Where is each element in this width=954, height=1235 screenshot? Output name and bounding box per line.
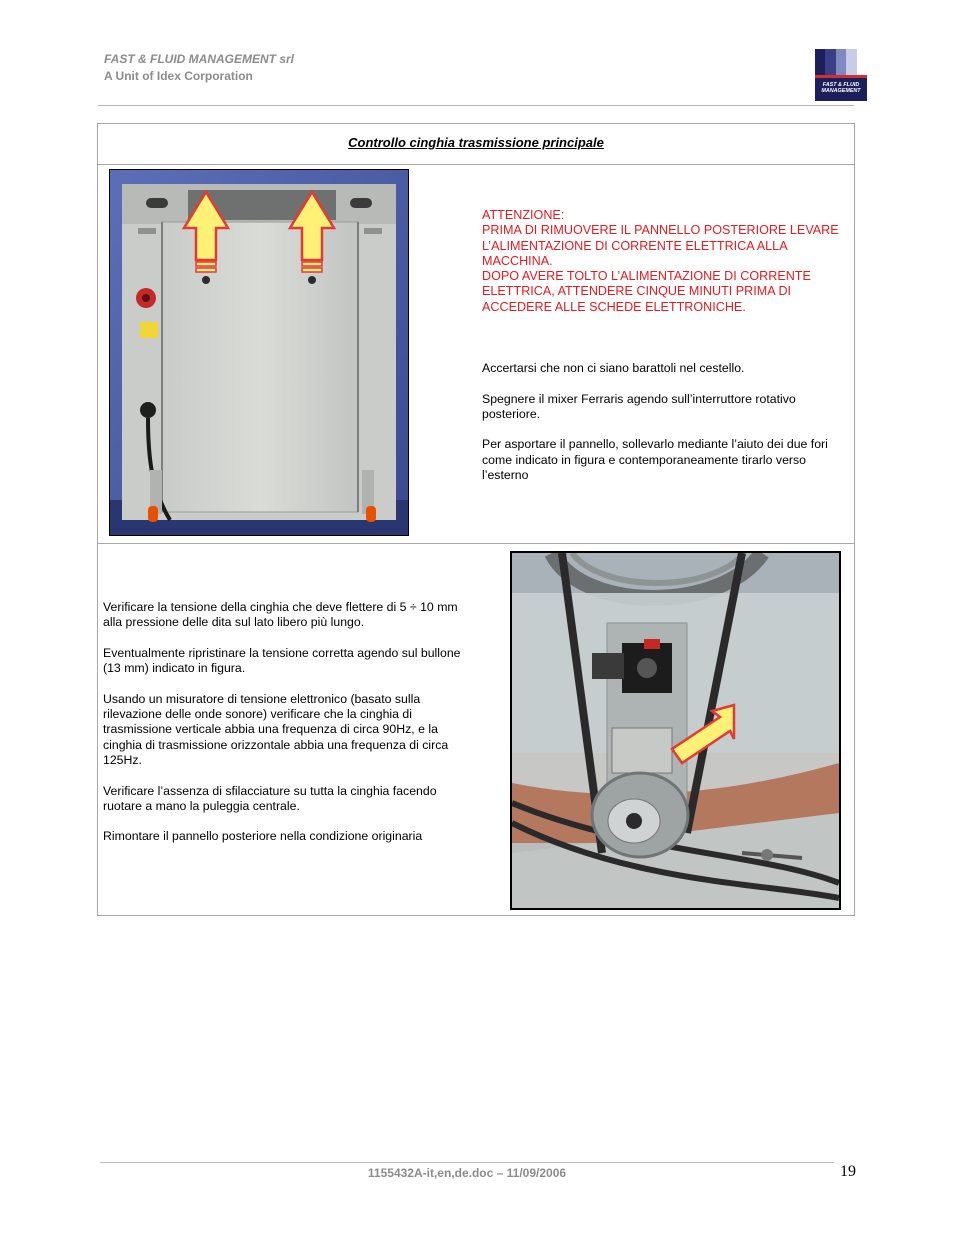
- instruction-paragraph: Accertarsi che non ci siano barattoli nel cestello.: [482, 361, 745, 375]
- warning-line-2: DOPO AVERE TOLTO L’ALIMENTAZIONE DI CORRENTE ELETTRICA, ATTENDERE CINQUE MINUTI PRIMA DI ACCEDERE ALLE SCHEDE ELETTRONICHE.: [482, 269, 811, 314]
- company-logo: [815, 49, 867, 101]
- warning-text: [482, 208, 852, 315]
- belt-pulley-photo: [510, 551, 841, 910]
- warning-line-1: PRIMA DI RIMUOVERE IL PANNELLO POSTERIORE LEVARE L’ALIMENTAZIONE DI CORRENTE ELETTRICA ALLA MACCHINA.: [482, 223, 839, 268]
- page-number: 19: [840, 1163, 856, 1180]
- company-subtitle: A Unit of Idex Corporation: [104, 69, 253, 83]
- instruction-paragraph: Verificare la tensione della cinghia che deve flettere di 5 ÷ 10 mm alla pressione delle dita sul lato libero più lungo.: [103, 600, 458, 630]
- warning-heading: ATTENZIONE:: [482, 208, 565, 222]
- instruction-paragraph: Spegnere il mixer Ferraris agendo sull’interruttore rotativo posteriore.: [482, 391, 796, 421]
- logo-color-bars: [815, 49, 867, 75]
- header-divider: [98, 105, 854, 106]
- rear-panel-photo: [109, 169, 409, 536]
- instruction-paragraph: Verificare l’assenza di sfilacciature su tutta la cinghia facendo ruotare a mano la puleggia centrale.: [103, 783, 437, 813]
- instructions-top: [482, 361, 842, 499]
- footer-document-id: 1155432A-it,en,de.doc – 11/09/2006: [367, 1166, 567, 1180]
- table-divider-middle: [97, 543, 855, 544]
- logo-red-stripe: [815, 75, 867, 78]
- instruction-paragraph: Rimontare il pannello posteriore nella condizione originaria: [103, 829, 423, 844]
- logo-text: FAST & FLUID MANAGEMENT: [821, 82, 861, 94]
- table-divider-title: [97, 164, 855, 165]
- instruction-paragraph: Per asportare il pannello, sollevarlo mediante l’aiuto dei due fori come indicato in figura e contemporaneamente tirarlo verso l’esterno: [482, 437, 828, 483]
- instructions-bottom: [103, 600, 473, 860]
- instruction-paragraph: Usando un misuratore di tensione elettronico (basato sulla rilevazione delle onde sonore) verificare che la cinghia di trasmissione verticale abbia una frequenza di circa 90Hz, e la cinghia di trasmissione orizzontale abbia una frequenza di circa 125Hz.: [103, 691, 449, 767]
- instruction-paragraph: Eventualmente ripristinare la tensione corretta agendo sul bullone (13 mm) indicato in figura.: [103, 645, 461, 676]
- footer-divider: [100, 1162, 834, 1163]
- section-title: Controllo cinghia trasmissione principale: [348, 135, 604, 150]
- company-name: FAST & FLUID MANAGEMENT srl: [104, 52, 295, 66]
